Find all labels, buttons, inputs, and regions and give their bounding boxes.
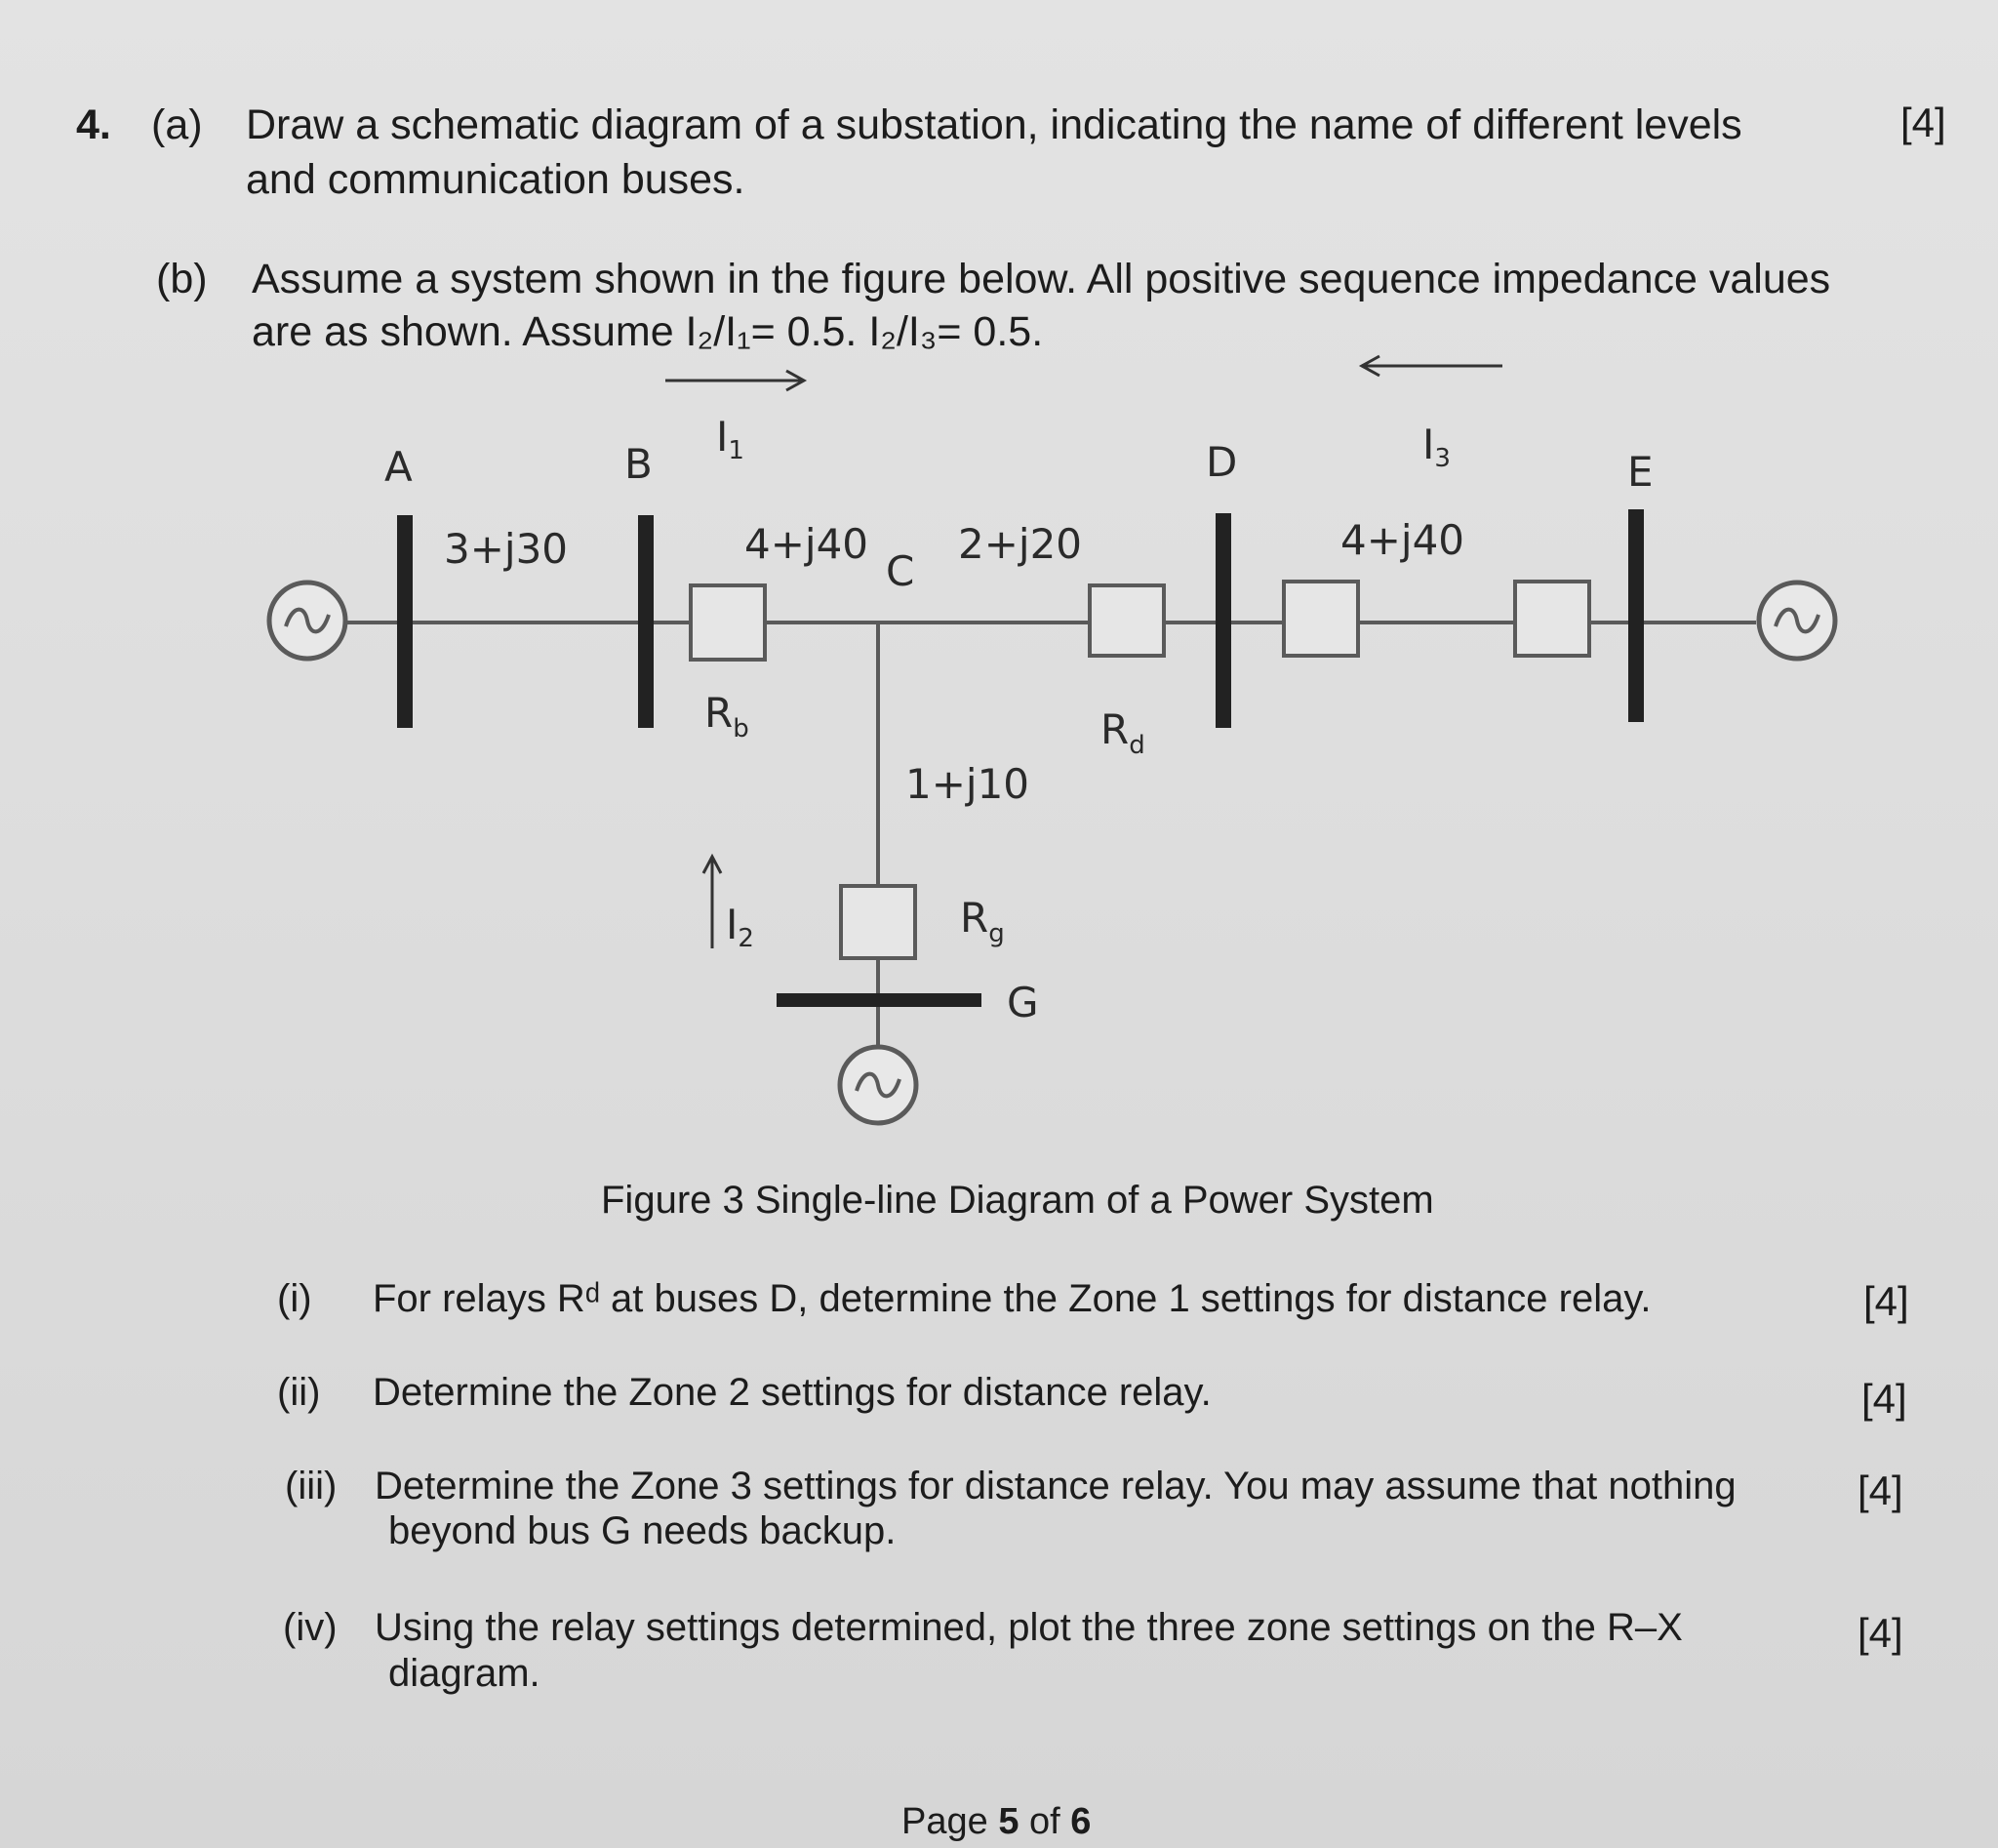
arrow-i3	[1362, 356, 1502, 376]
sub-question-4-label: (iv)	[283, 1606, 338, 1649]
bus-bar-a	[397, 515, 413, 728]
generator-a-icon	[269, 583, 345, 659]
part-a-line1: Draw a schematic diagram of a substation, indicating the name of different levels	[246, 101, 1742, 148]
bus-bar-d	[1216, 513, 1231, 728]
impedance-cd: 2+j20	[958, 520, 1083, 568]
relay-box-de	[1284, 582, 1358, 656]
bus-bar-b	[638, 515, 654, 728]
part-b-line2: are as shown. Assume I₂/I₁= 0.5. I₂/I₃= 0.5.	[252, 308, 1044, 355]
impedance-cg: 1+j10	[905, 760, 1030, 808]
generator-e-icon	[1759, 583, 1835, 659]
bus-bar-e	[1628, 509, 1644, 722]
relay-box-rb	[691, 585, 765, 660]
bus-label-a: A	[384, 443, 413, 491]
arrow-i1	[665, 371, 804, 390]
bus-bar-g	[777, 993, 981, 1007]
part-a-label: (a)	[151, 101, 203, 148]
current-label-i2: I2	[726, 901, 754, 953]
part-a-line2: and communication buses.	[246, 156, 745, 203]
question-number: 4.	[76, 101, 111, 148]
figure-caption: Figure 3 Single-line Diagram of a Power System	[601, 1179, 1434, 1222]
sub-question-3-text-cont: beyond bus G needs backup.	[388, 1509, 897, 1552]
sub-question-4-marks: [4]	[1858, 1610, 1903, 1656]
sub-question-1-label: (i)	[277, 1277, 312, 1320]
bus-label-g: G	[1007, 979, 1039, 1026]
current-label-i1: I1	[716, 413, 744, 465]
part-b-label: (b)	[156, 256, 208, 302]
bus-label-c: C	[886, 547, 915, 595]
sub-question-2-text: Determine the Zone 2 settings for distance relay.	[373, 1371, 1212, 1414]
arrow-i2	[703, 857, 721, 948]
bus-label-b: B	[624, 440, 653, 488]
sub-question-2-label: (ii)	[277, 1371, 321, 1414]
bus-label-e: E	[1627, 448, 1654, 496]
part-a-marks: [4]	[1900, 100, 1946, 145]
sub-question-1-marks: [4]	[1863, 1278, 1909, 1324]
bus-label-d: D	[1206, 438, 1238, 486]
sub-question-4-text: Using the relay settings determined, plot the three zone settings on the R–X	[375, 1606, 1683, 1649]
page-footer: Page 5 of 6	[901, 1801, 1092, 1842]
relay-box-ed	[1515, 582, 1589, 656]
sub-question-2-marks: [4]	[1861, 1376, 1907, 1422]
sub-question-1-text: For relays Rᵈ at buses D, determine the Zone 1 settings for distance relay.	[373, 1277, 1652, 1320]
generator-g-icon	[840, 1047, 916, 1123]
relay-label-rg: Rg	[960, 894, 1005, 948]
relay-label-rb: Rb	[704, 689, 749, 743]
current-label-i3: I3	[1422, 421, 1451, 473]
part-b-line1: Assume a system shown in the figure below. All positive sequence impedance values	[252, 256, 1831, 302]
relay-label-rd: Rd	[1100, 705, 1145, 760]
relay-box-rd	[1090, 585, 1164, 656]
sub-question-3-text: Determine the Zone 3 settings for distance relay. You may assume that nothing	[375, 1465, 1737, 1507]
impedance-bc: 4+j40	[744, 520, 869, 568]
sub-question-4-text-cont: diagram.	[388, 1652, 540, 1695]
sub-question-3-label: (iii)	[285, 1465, 338, 1507]
impedance-de: 4+j40	[1340, 516, 1465, 564]
impedance-ab: 3+j30	[444, 525, 569, 573]
relay-box-rg	[841, 886, 915, 958]
sub-question-3-marks: [4]	[1858, 1467, 1903, 1513]
